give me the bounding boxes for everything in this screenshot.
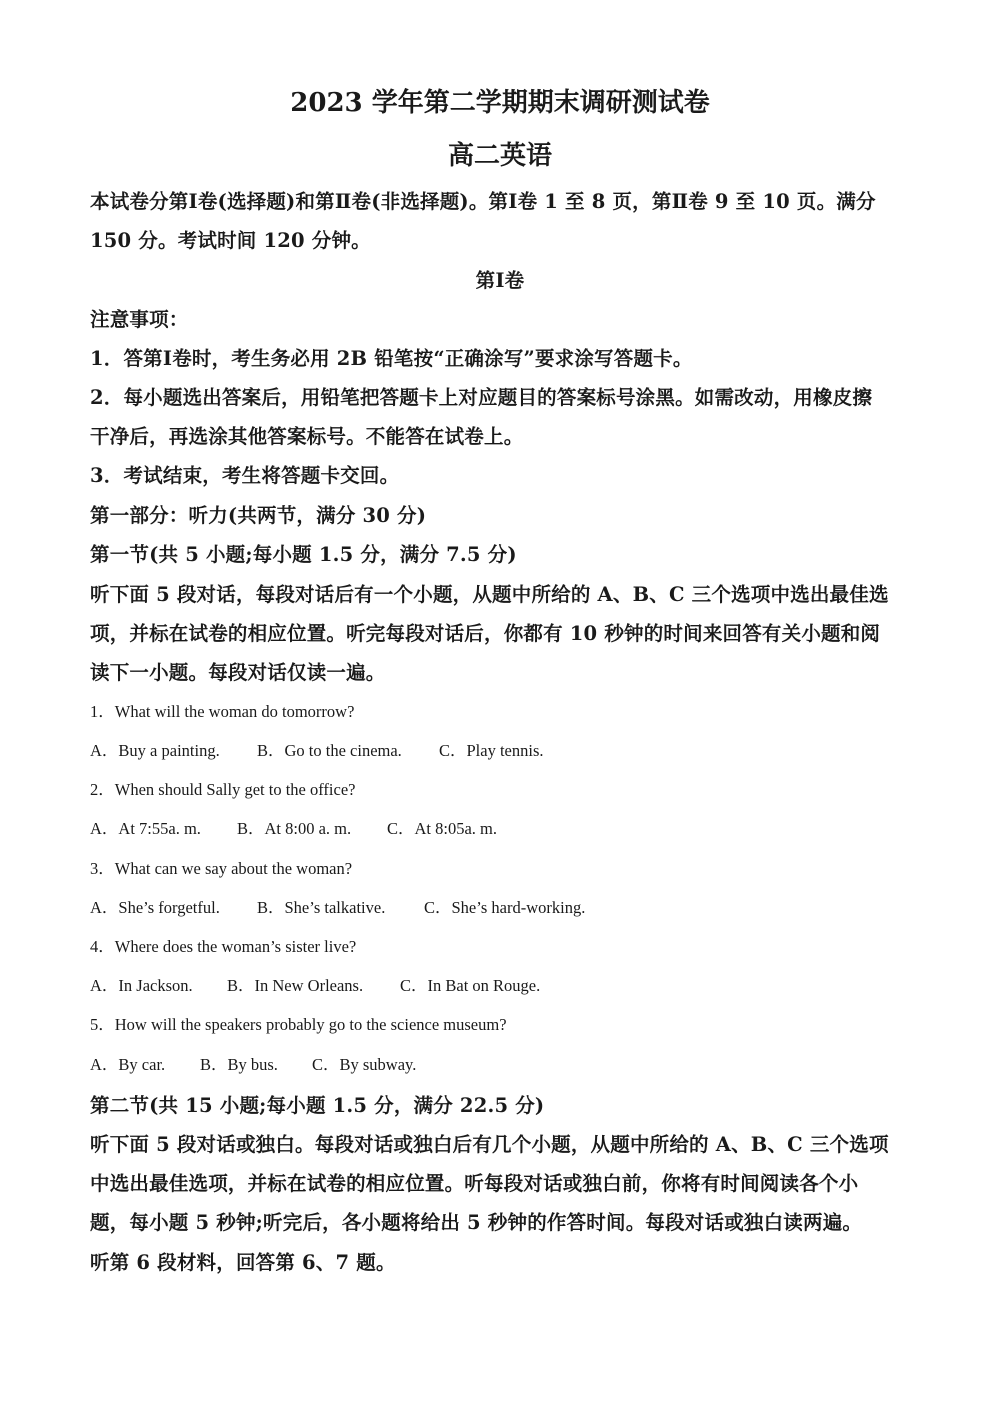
section1-heading: 第一节(共 5 小题;每小题 1.5 分，满分 7.5 分) (90, 543, 517, 566)
notes-item-2-line-1: 2．每小题选出答案后，用铅笔把答题卡上对应题目的答案标号涂黑。如需改动，用橡皮擦 (90, 386, 873, 409)
option-b: B．At 8:00 a. m. (237, 819, 352, 838)
option-b: B．Go to the cinema. (257, 741, 402, 760)
question-options (90, 900, 910, 917)
option-a: A．In Jackson. (90, 976, 193, 995)
option-c: C．In Bat on Rouge. (400, 976, 541, 995)
section2-instruction-line-3: 题，每小题 5 秒钟;听完后，各小题将给出 5 秒钟的作答时间。每段对话或独白读两遍。 (90, 1211, 863, 1234)
option-a: A．At 7:55a. m. (90, 819, 201, 838)
option-b: B．She’s talkative. (257, 898, 386, 917)
question-stem: 1．What will the woman do tomorrow? (90, 702, 355, 721)
intro-line-1: 本试卷分第Ⅰ卷(选择题)和第Ⅱ卷(非选择题)。第Ⅰ卷 1 至 8 页，第Ⅱ卷 9 至 10 页。满分 (90, 190, 876, 213)
option-a: A．By car. (90, 1055, 166, 1074)
question-stem: 2．When should Sally get to the office? (90, 780, 356, 799)
option-c: C．She’s hard-working. (424, 898, 586, 917)
section1-instruction-line-1: 听下面 5 段对话，每段对话后有一个小题，从题中所给的 A、B、C 三个选项中选出最佳选 (90, 583, 889, 606)
option-b: B．By bus. (200, 1055, 278, 1074)
volume-heading: 第Ⅰ卷 (475, 269, 525, 292)
question-stem: 4．Where does the woman’s sister live? (90, 937, 357, 956)
option-c: C．Play tennis. (439, 741, 544, 760)
option-c: C．By subway. (312, 1055, 417, 1074)
notes-item-3: 3．考试结束，考生将答题卡交回。 (90, 464, 400, 487)
notes-item-2-line-2: 干净后，再选涂其他答案标号。不能答在试卷上。 (90, 425, 524, 448)
question-options (90, 1057, 910, 1074)
section2-instruction-line-2: 中选出最佳选项，并标在试卷的相应位置。听每段对话或独白前，你将有时间阅读各个小 (90, 1172, 859, 1195)
section1-instruction-line-2: 项，并标在试卷的相应位置。听完每段对话后，你都有 10 秒钟的时间来回答有关小题和阅 (90, 622, 881, 645)
section2-heading: 第二节(共 15 小题;每小题 1.5 分，满分 22.5 分) (90, 1094, 545, 1117)
material-note: 听第 6 段材料，回答第 6、7 题。 (90, 1251, 396, 1274)
section2-instruction-line-1: 听下面 5 段对话或独白。每段对话或独白后有几个小题，从题中所给的 A、B、C 三个选项 (90, 1133, 889, 1156)
intro-line-2: 150 分。考试时间 120 分钟。 (90, 229, 371, 252)
exam-title: 2023 学年第二学期期末调研测试卷 (290, 88, 710, 118)
option-a: A．Buy a painting. (90, 741, 220, 760)
option-a: A．She’s forgetful. (90, 898, 220, 917)
exam-subject: 高二英语 (447, 141, 552, 171)
option-b: B．In New Orleans. (227, 976, 364, 995)
question-options (90, 821, 910, 838)
question-stem: 3．What can we say about the woman? (90, 859, 353, 878)
notes-item-1: 1．答第Ⅰ卷时，考生务必用 2B 铅笔按“正确涂写”要求涂写答题卡。 (90, 347, 693, 370)
question-options (90, 978, 910, 995)
question-options (90, 743, 910, 760)
question-stem: 5．How will the speakers probably go to the science museum? (90, 1015, 507, 1034)
notes-heading: 注意事项： (90, 308, 189, 331)
option-c: C．At 8:05a. m. (387, 819, 497, 838)
section1-instruction-line-3: 读下一小题。每段对话仅读一遍。 (90, 661, 386, 684)
part1-heading: 第一部分：听力(共两节，满分 30 分) (90, 504, 427, 527)
